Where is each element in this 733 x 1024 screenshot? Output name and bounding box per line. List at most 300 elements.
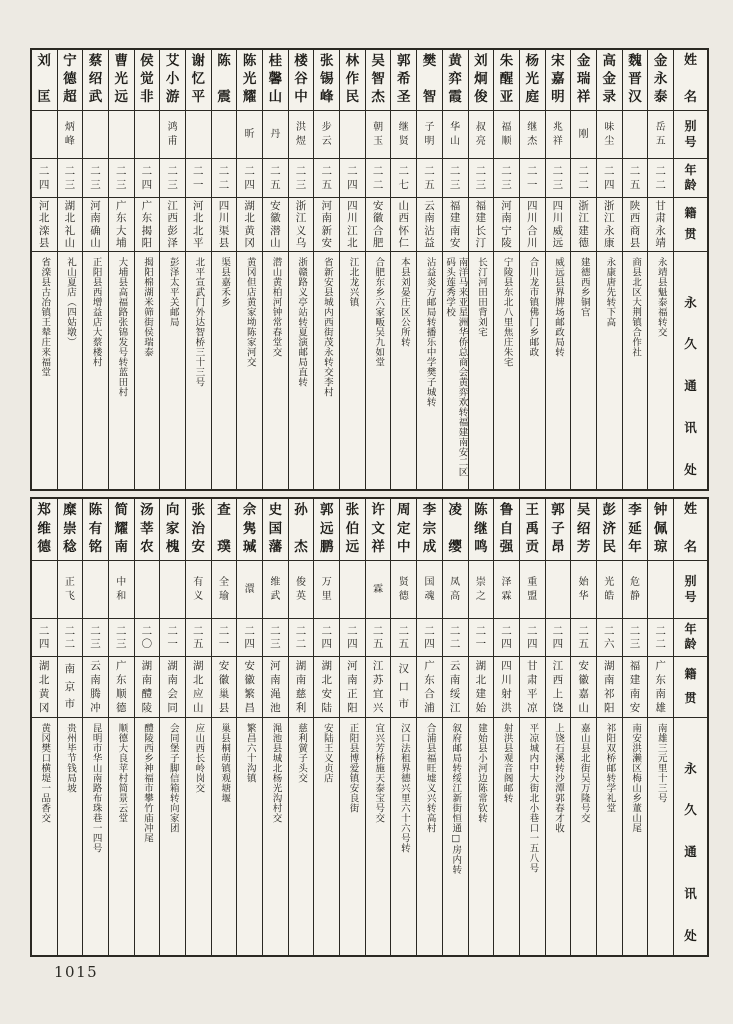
person-alias xyxy=(32,110,57,158)
person-address xyxy=(494,717,519,955)
person-alias: 继 贤 xyxy=(391,110,416,158)
person-column xyxy=(647,499,673,955)
person-age: 二 一 xyxy=(212,618,237,656)
person-column xyxy=(545,499,571,955)
person-column xyxy=(313,50,339,489)
person-address-text: 永靖县魁泰福转交 xyxy=(655,257,667,337)
header-column xyxy=(673,50,707,489)
person-address xyxy=(417,251,442,489)
header-name-label: 姓 名 xyxy=(683,502,697,556)
person-alias: 始 华 xyxy=(571,560,596,618)
person-column xyxy=(32,50,57,489)
person-alias: 光 皓 xyxy=(597,560,622,618)
person-address-text: 商县北区大荆镇合作社 xyxy=(630,257,642,357)
person-address xyxy=(160,251,185,489)
person-address xyxy=(366,717,391,955)
person-address xyxy=(571,717,596,955)
person-native: 广 东 揭 阳 xyxy=(135,197,160,251)
person-column xyxy=(596,499,622,955)
person-column xyxy=(185,499,211,955)
person-age: 二 四 xyxy=(494,618,519,656)
person-address-text: 沾益炎方邮局转播乐中学樊子城转 xyxy=(424,257,436,407)
person-alias: 全 瑜 xyxy=(212,560,237,618)
person-column xyxy=(211,50,237,489)
person-native: 江 苏 宜 兴 xyxy=(366,656,391,717)
person-native: 湖 北 应 山 xyxy=(186,656,211,717)
person-name: 孙 杰 xyxy=(294,502,308,556)
person-alias: 子 明 xyxy=(417,110,442,158)
person-name: 宁 德 超 xyxy=(63,53,77,106)
person-address-text: 浙赣路义亭站转夏演邮局直转 xyxy=(296,257,308,387)
person-alias: 岳 五 xyxy=(648,110,673,158)
person-alias: 朝 玉 xyxy=(366,110,391,158)
person-column xyxy=(108,499,134,955)
person-address-text: 大埔县高福路张锦发号转蓝田村 xyxy=(116,257,128,397)
person-alias: 炳 峰 xyxy=(58,110,83,158)
person-column xyxy=(647,50,673,489)
person-address-text: 合川龙市镇佛门乡邮政 xyxy=(527,257,539,357)
person-native: 四 川 威 远 xyxy=(546,197,571,251)
person-address xyxy=(109,717,134,955)
person-age: 二 二 xyxy=(648,618,673,656)
person-address-text: 上饶石溪转沙潭郭春才收 xyxy=(553,723,565,833)
person-column xyxy=(82,50,108,489)
person-native: 福 建 长 汀 xyxy=(469,197,494,251)
person-address-text: 贵州毕节钱局坡 xyxy=(64,723,76,793)
person-native: 四 川 渠 县 xyxy=(212,197,237,251)
person-native: 河 北 北 平 xyxy=(186,197,211,251)
person-column xyxy=(442,499,468,955)
person-address xyxy=(417,717,442,955)
person-age: 二 一 xyxy=(160,618,185,656)
person-alias: 刚 xyxy=(571,110,596,158)
person-name: 侯 觉 非 xyxy=(140,53,154,106)
person-address-text: 黄冈樊口横堤一品香交 xyxy=(39,723,51,823)
person-native: 河 南 渑 池 xyxy=(263,656,288,717)
person-age: 二 三 xyxy=(83,618,108,656)
person-name: 桂 馨 山 xyxy=(268,53,283,106)
person-alias: 正 飞 xyxy=(58,560,83,618)
person-address-text: 醴陵西乡神福市攀竹庙冲尾 xyxy=(142,723,154,843)
registry-table-bottom xyxy=(30,497,709,957)
person-address-text: 南洋马来亚星洲华侨总商会黄弈欢转福建南安二区码头莲秀学校 xyxy=(444,257,468,477)
person-address xyxy=(546,717,571,955)
person-name: 郭 远 鹏 xyxy=(319,502,334,556)
person-address-text: 建始县小河边陈常钦转 xyxy=(475,723,487,823)
person-name: 金 永 泰 xyxy=(653,53,668,106)
person-address xyxy=(469,717,494,955)
person-native: 湖 北 黄 冈 xyxy=(32,656,57,717)
header-age-label: 年 龄 xyxy=(674,158,707,197)
person-address-text: 慈利黉子头交 xyxy=(296,723,308,783)
person-column xyxy=(236,50,262,489)
person-column xyxy=(32,499,57,955)
person-name: 张 锡 峰 xyxy=(319,53,334,106)
person-address xyxy=(83,717,108,955)
person-age: 二 五 xyxy=(391,618,416,656)
person-name: 郭 子 昂 xyxy=(551,502,565,556)
person-column xyxy=(596,50,622,489)
person-alias xyxy=(135,110,160,158)
header-native-label: 籍 贯 xyxy=(674,197,707,251)
person-address-text: 南安洪濑区梅山乡董山尾 xyxy=(630,723,642,833)
person-name: 陈 继 鸣 xyxy=(474,502,488,556)
person-name: 佘 隽 瑊 xyxy=(242,502,257,556)
person-name: 高 金 录 xyxy=(602,53,617,106)
person-address-text: 合肥东乡六家畈吴九如堂 xyxy=(373,257,385,367)
person-column xyxy=(545,50,571,489)
person-alias: 继 杰 xyxy=(520,110,545,158)
person-name: 谢 忆 平 xyxy=(191,53,206,106)
person-address xyxy=(289,717,314,955)
person-age: 二 四 xyxy=(340,158,365,197)
person-native: 广 东 顺 德 xyxy=(109,656,134,717)
person-age: 二 四 xyxy=(135,158,160,197)
person-native: 云 南 绥 江 xyxy=(443,656,468,717)
person-age: 二 五 xyxy=(417,158,442,197)
person-address-text: 汉口法租界德兴里六十六号转 xyxy=(398,723,410,853)
person-alias: 鸿 甫 xyxy=(160,110,185,158)
person-address-text: 宜兴芳桥施天泰宝号交 xyxy=(373,723,385,823)
person-native: 广 东 南 雄 xyxy=(648,656,673,717)
registry-table-top xyxy=(30,48,709,491)
person-native: 福 建 南 安 xyxy=(443,197,468,251)
person-address-text: 宁陵县东北八里焦庄朱宅 xyxy=(501,257,513,367)
person-alias xyxy=(83,560,108,618)
person-address-text: 合浦县福旺墟义兴转高村 xyxy=(424,723,436,833)
person-address-text: 揭阳棉湖米筛街侯瑞泰 xyxy=(142,257,154,357)
person-name: 吴 智 杰 xyxy=(371,53,385,106)
person-native: 广 东 合 浦 xyxy=(417,656,442,717)
person-name: 蔡 绍 武 xyxy=(88,53,103,106)
person-age: 二 三 xyxy=(494,158,519,197)
person-age: 二 三 xyxy=(58,158,83,197)
person-address-text: 应山西长岭岗交 xyxy=(193,723,205,793)
person-age: 二 二 xyxy=(58,618,83,656)
person-alias: 昕 xyxy=(237,110,262,158)
person-age: 二 五 xyxy=(623,158,648,197)
person-address xyxy=(623,717,648,955)
person-alias: 味 尘 xyxy=(597,110,622,158)
person-name: 杨 光 庭 xyxy=(525,53,539,106)
person-alias: 澴 xyxy=(237,560,262,618)
person-native: 浙 江 义 乌 xyxy=(289,197,314,251)
person-age: 二 五 xyxy=(263,158,288,197)
person-native: 河 北 滦 县 xyxy=(32,197,57,251)
person-address-text: 嘉山县北街吴万隆号交 xyxy=(578,723,590,823)
person-address-text: 长汀河田田背刘宅 xyxy=(475,257,487,337)
person-address xyxy=(58,251,83,489)
person-native: 河 南 宁 陵 xyxy=(494,197,519,251)
person-address xyxy=(623,251,648,489)
person-address-text: 祁阳双桥邮转学礼堂 xyxy=(604,723,616,813)
person-age: 二 三 xyxy=(289,158,314,197)
person-alias xyxy=(340,110,365,158)
person-name: 陈 光 耀 xyxy=(242,53,257,106)
person-address xyxy=(32,717,57,955)
person-alias xyxy=(160,560,185,618)
person-alias: 兆 祥 xyxy=(546,110,571,158)
person-address-text: 建德西乡铜官 xyxy=(578,257,590,317)
person-native: 江 西 彭 泽 xyxy=(160,197,185,251)
person-native: 云 南 沾 益 xyxy=(417,197,442,251)
person-address xyxy=(571,251,596,489)
person-name: 金 瑞 祥 xyxy=(576,53,591,106)
person-column xyxy=(313,499,339,955)
person-address-text: 黄冈但店黄家坳陈家河交 xyxy=(244,257,256,367)
page-number: 1015 xyxy=(54,963,99,981)
person-name: 林 作 民 xyxy=(345,53,360,106)
person-name: 郭 希 圣 xyxy=(397,53,411,106)
person-native: 河 南 新 安 xyxy=(314,197,339,251)
person-address-text: 巢县桐萌镇观塘堰 xyxy=(219,723,231,803)
person-column xyxy=(365,499,391,955)
person-column xyxy=(159,499,185,955)
header-alias-label: 别 号 xyxy=(674,110,707,158)
person-name: 魏 晋 汉 xyxy=(628,53,642,106)
person-address-text: 叙府邮局转绥江新街恒通□房内转 xyxy=(450,723,462,875)
person-age: 二 二 xyxy=(212,158,237,197)
person-native: 南 京 市 xyxy=(58,656,83,717)
person-name: 张 治 安 xyxy=(191,502,206,556)
person-age: 二 四 xyxy=(32,618,57,656)
person-age: 二 二 xyxy=(289,618,314,656)
person-alias xyxy=(212,110,237,158)
person-address xyxy=(520,251,545,489)
person-address-text: 繁昌六十沟镇 xyxy=(244,723,256,783)
person-address-text: 平凉城内中大街北小巷口一五八号 xyxy=(527,723,539,873)
person-native: 浙 江 永 康 xyxy=(597,197,622,251)
person-address xyxy=(237,717,262,955)
person-column xyxy=(159,50,185,489)
person-native: 安 徽 繁 昌 xyxy=(237,656,262,717)
person-alias: 危 静 xyxy=(623,560,648,618)
person-address xyxy=(263,717,288,955)
person-column xyxy=(134,499,160,955)
person-address xyxy=(212,717,237,955)
person-address xyxy=(391,717,416,955)
person-address xyxy=(237,251,262,489)
person-age: 二 五 xyxy=(314,158,339,197)
person-name: 汤 莘 农 xyxy=(140,502,154,556)
person-column xyxy=(236,499,262,955)
person-age: 二 三 xyxy=(109,158,134,197)
person-alias xyxy=(109,110,134,158)
person-column xyxy=(570,50,596,489)
person-age: 二 三 xyxy=(546,158,571,197)
person-name: 简 耀 南 xyxy=(114,502,128,556)
person-native: 浙 江 建 德 xyxy=(571,197,596,251)
person-column xyxy=(211,499,237,955)
person-name: 凌 缨 xyxy=(448,502,462,556)
person-name: 史 国 藩 xyxy=(268,502,283,556)
person-name: 鲁 自 强 xyxy=(499,502,514,556)
person-address xyxy=(340,251,365,489)
person-address-text: 会同堡子脚信箱转向家团 xyxy=(167,723,179,833)
person-age: 二 四 xyxy=(237,618,262,656)
person-native: 湖 南 会 同 xyxy=(160,656,185,717)
person-age: 二 七 xyxy=(391,158,416,197)
person-age: 二 四 xyxy=(546,618,571,656)
person-native: 广 东 大 埔 xyxy=(109,197,134,251)
person-column xyxy=(519,499,545,955)
person-age: 二 二 xyxy=(648,158,673,197)
person-alias: 丹 xyxy=(263,110,288,158)
person-name: 刘 匡 xyxy=(37,53,51,106)
person-alias: 重 盟 xyxy=(520,560,545,618)
person-column xyxy=(365,50,391,489)
person-native: 山 西 怀 仁 xyxy=(391,197,416,251)
person-address-text: 正阳县西增益店大蔡楼村 xyxy=(90,257,102,367)
header-column xyxy=(673,499,707,955)
person-alias: 维 武 xyxy=(263,560,288,618)
person-alias: 崇 之 xyxy=(469,560,494,618)
person-column xyxy=(570,499,596,955)
person-age: 二 三 xyxy=(469,158,494,197)
person-address-text: 永康唐先转下高 xyxy=(604,257,616,327)
person-address-text: 潜山黄柏河钟常春堂交 xyxy=(270,257,282,357)
person-name: 王 禹 贡 xyxy=(525,502,539,556)
person-name: 陈 有 铭 xyxy=(88,502,103,556)
person-column xyxy=(185,50,211,489)
person-address xyxy=(443,251,468,489)
person-age: 二 四 xyxy=(417,618,442,656)
person-alias xyxy=(83,110,108,158)
person-age: 二 三 xyxy=(623,618,648,656)
person-address xyxy=(340,717,365,955)
person-address-text: 南雄三元里十三号 xyxy=(655,723,667,803)
person-column xyxy=(622,50,648,489)
person-column xyxy=(468,50,494,489)
person-alias xyxy=(546,560,571,618)
person-native: 河 南 正 阳 xyxy=(340,656,365,717)
person-address-text: 安陆王义贞店 xyxy=(321,723,333,783)
person-native: 湖 南 慈 利 xyxy=(289,656,314,717)
person-address-text: 省滦县古冶镇王辇庄来福堂 xyxy=(39,257,51,377)
person-address xyxy=(186,717,211,955)
person-native: 四 川 江 北 xyxy=(340,197,365,251)
person-address xyxy=(494,251,519,489)
person-column xyxy=(82,499,108,955)
person-name: 李 延 年 xyxy=(628,502,642,556)
person-age: 二 四 xyxy=(520,618,545,656)
person-name: 李 宗 成 xyxy=(422,502,437,556)
person-address xyxy=(597,251,622,489)
person-name: 周 定 中 xyxy=(397,502,411,556)
person-name: 许 文 祥 xyxy=(371,502,385,556)
person-alias: 泽 霖 xyxy=(494,560,519,618)
person-column xyxy=(57,50,83,489)
person-address xyxy=(648,251,673,489)
person-address xyxy=(469,251,494,489)
header-native-label: 籍 贯 xyxy=(674,656,707,717)
person-age: 二 四 xyxy=(597,158,622,197)
person-native: 湖 南 祁 阳 xyxy=(597,656,622,717)
person-name: 艾 小 游 xyxy=(165,53,180,106)
person-address-text: 彭泽太平关邮局 xyxy=(167,257,179,327)
person-native: 汉 口 市 xyxy=(391,656,416,717)
person-native: 湖 北 建 始 xyxy=(469,656,494,717)
person-alias: 步 云 xyxy=(314,110,339,158)
person-alias xyxy=(648,560,673,618)
person-address-text: 北平宣武门外达智桥三十三号 xyxy=(193,257,205,387)
person-address-text: 正阳县博爱镇安良街 xyxy=(347,723,359,813)
person-age: 二 三 xyxy=(109,618,134,656)
person-alias: 国 魂 xyxy=(417,560,442,618)
person-age: 二 一 xyxy=(520,158,545,197)
person-address xyxy=(83,251,108,489)
person-column xyxy=(108,50,134,489)
person-age: 二 二 xyxy=(571,158,596,197)
person-address xyxy=(109,251,134,489)
person-native: 四 川 射 洪 xyxy=(494,656,519,717)
person-column xyxy=(339,50,365,489)
person-column xyxy=(416,50,442,489)
person-native: 安 徽 合 肥 xyxy=(366,197,391,251)
person-name: 黄 弈 霞 xyxy=(448,53,462,106)
person-address xyxy=(391,251,416,489)
person-name: 糜 崇 稔 xyxy=(63,502,77,556)
person-native: 甘 肃 永 靖 xyxy=(648,197,673,251)
person-address-text: 省新安县城内西街茂永转交李村 xyxy=(321,257,333,397)
person-column xyxy=(519,50,545,489)
person-age: 二 五 xyxy=(186,618,211,656)
person-address xyxy=(212,251,237,489)
person-age: 二 四 xyxy=(340,618,365,656)
person-alias: 万 里 xyxy=(314,560,339,618)
person-column xyxy=(288,50,314,489)
person-alias: 洪 煜 xyxy=(289,110,314,158)
person-address xyxy=(366,251,391,489)
person-address-text: 江北龙兴镇 xyxy=(347,257,359,307)
header-age-label: 年 龄 xyxy=(674,618,707,656)
person-address xyxy=(648,717,673,955)
person-address-text: 渠县嘉禾乡 xyxy=(219,257,231,307)
person-column xyxy=(442,50,468,489)
person-age: 二 四 xyxy=(314,618,339,656)
person-age: 二 四 xyxy=(237,158,262,197)
person-alias: 华 山 xyxy=(443,110,468,158)
person-column xyxy=(262,499,288,955)
person-name: 郑 维 德 xyxy=(37,502,51,556)
person-column xyxy=(134,50,160,489)
person-address xyxy=(314,251,339,489)
person-address-text: 射洪县观音阁邮转 xyxy=(501,723,513,803)
person-native: 陕 西 商 县 xyxy=(623,197,648,251)
header-alias-label: 别 号 xyxy=(674,560,707,618)
person-native: 湖 北 安 陆 xyxy=(314,656,339,717)
person-alias xyxy=(340,560,365,618)
person-name: 查 璞 xyxy=(217,502,231,556)
person-alias xyxy=(135,560,160,618)
person-address-text: 威远县界牌场邮政局转 xyxy=(553,257,565,357)
person-name: 张 伯 远 xyxy=(345,502,360,556)
person-alias: 叔 亮 xyxy=(469,110,494,158)
person-native: 安 徽 巢 县 xyxy=(212,656,237,717)
person-alias: 中 和 xyxy=(109,560,134,618)
person-alias xyxy=(186,110,211,158)
person-address xyxy=(160,717,185,955)
person-native: 四 川 合 川 xyxy=(520,197,545,251)
person-age: 二 二 xyxy=(443,618,468,656)
person-alias xyxy=(623,110,648,158)
person-age: 二 五 xyxy=(571,618,596,656)
person-name: 楼 谷 中 xyxy=(294,53,308,106)
person-column xyxy=(493,50,519,489)
person-age: 二 一 xyxy=(186,158,211,197)
person-age: 二 一 xyxy=(469,618,494,656)
person-column xyxy=(468,499,494,955)
